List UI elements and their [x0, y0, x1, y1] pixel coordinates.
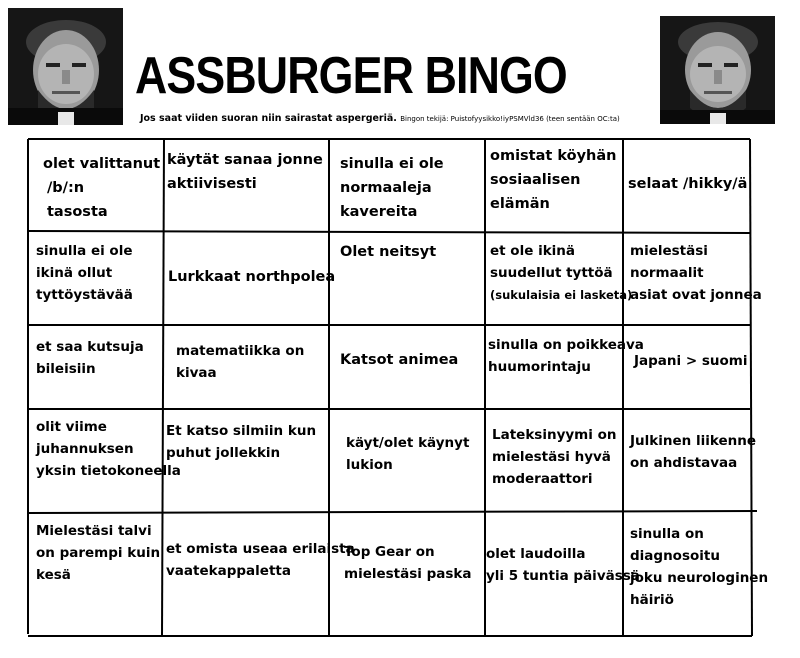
bingo-cell-line: Top Gear on	[344, 544, 435, 560]
bingo-cell-line: ikinä ollut	[36, 265, 113, 281]
bingo-cell	[492, 424, 616, 490]
bingo-cell-line: kivaa	[176, 365, 217, 381]
bingo-cell	[167, 148, 323, 196]
bingo-cell-line: vaatekappaletta	[166, 563, 291, 579]
bingo-cell	[176, 340, 304, 384]
bingo-cell	[36, 336, 144, 380]
bingo-cell-line: selaat /hikky/ä	[628, 176, 748, 192]
bingo-cell-line: sinulla on poikkeava	[488, 337, 644, 353]
bingo-cell-line: sinulla ei ole	[36, 243, 133, 259]
subtitle-text: Jos saat viiden suoran niin sairastat aspergeriä.	[140, 113, 397, 124]
bingo-cell	[488, 334, 644, 378]
bingo-cell-line: Lateksinyymi on	[492, 427, 617, 443]
bingo-cell-line: on ahdistavaa	[630, 455, 738, 471]
bingo-cell-line: on parempi kuin	[36, 545, 161, 561]
bingo-cell	[486, 543, 640, 587]
bingo-cell-line: et ole ikinä	[490, 243, 576, 259]
bingo-cell-line: et omista useaa erilaista	[166, 541, 355, 557]
bingo-cell-line: lukion	[346, 457, 393, 473]
bingo-cell-line: mielestäsi paska	[344, 566, 472, 582]
bingo-cell	[36, 520, 160, 586]
bingo-cell	[340, 240, 436, 264]
bingo-cell-line: joku neurologinen	[630, 570, 769, 586]
bingo-cell-line: normaaleja	[340, 180, 432, 196]
bingo-cell-line: Mielestäsi talvi	[36, 523, 152, 539]
bingo-cell-line: sinulla on	[630, 526, 704, 542]
bingo-cell-line: Et katso silmiin kun	[166, 423, 317, 439]
bingo-cell-line: Lurkkaat northpolea	[168, 269, 336, 285]
bingo-cell-line: tyttöystävää	[36, 287, 133, 303]
bingo-cell-line: bileisiin	[36, 361, 96, 377]
bingo-cell-line: elämän	[490, 196, 550, 212]
bingo-cell	[628, 172, 747, 196]
bingo-cell-line: kavereita	[340, 204, 418, 220]
bingo-cell	[168, 265, 335, 289]
bingo-cell	[340, 348, 458, 372]
page-title: ASSBURGER BINGO	[135, 47, 567, 105]
bingo-cell-line: häiriö	[630, 592, 674, 608]
bingo-cell	[490, 240, 632, 306]
bingo-cell-line: mielestäsi hyvä	[492, 449, 611, 465]
bingo-cell-line: Katsot animea	[340, 352, 459, 368]
bingo-cell-line: omistat köyhän	[490, 148, 617, 164]
bingo-cell-line: sosiaalisen	[490, 172, 581, 188]
bingo-cell-line: Olet neitsyt	[340, 244, 437, 260]
bingo-cell-line: sinulla ei ole	[340, 156, 444, 172]
bingo-cell-line: /b/:n	[47, 180, 85, 196]
bingo-cell	[340, 152, 444, 224]
bingo-cell	[36, 416, 181, 482]
bingo-cell-line: kesä	[36, 567, 71, 583]
bingo-cell-line: normaalit	[630, 265, 704, 281]
bingo-cell	[43, 152, 160, 224]
bingo-cell-line: yksin tietokoneella	[36, 463, 181, 479]
bingo-cell-line: suudellut tyttöä	[490, 265, 613, 281]
bingo-cell-line: (sukulaisia ei lasketa)	[490, 288, 633, 302]
bingo-cell	[630, 523, 768, 611]
bingo-cell	[166, 538, 355, 582]
bingo-cell	[36, 240, 133, 306]
bingo-cell-line: et saa kutsuja	[36, 339, 144, 355]
bingo-cell-line: tasosta	[47, 204, 108, 220]
bingo-cell-line: olet valittanut	[43, 156, 161, 172]
bingo-cell-line: mielestäsi	[630, 243, 708, 259]
bingo-cell-line: käytät sanaa jonne	[167, 152, 323, 168]
bingo-cell-line: käyt/olet käynyt	[346, 435, 470, 451]
bingo-cell-line: aktiivisesti	[167, 176, 257, 192]
bingo-cell-line: yli 5 tuntia päivässä	[486, 568, 640, 584]
bingo-cell-line: Julkinen liikenne	[630, 433, 756, 449]
bingo-cell-line: asiat ovat jonnea	[630, 287, 762, 303]
bingo-cell-line: diagnosoitu	[630, 548, 720, 564]
bingo-cell	[166, 420, 316, 464]
bingo-cell	[634, 350, 747, 372]
bingo-cell	[344, 541, 472, 585]
bingo-cell	[630, 240, 762, 306]
bingo-cell-line: moderaattori	[492, 471, 593, 487]
author-credit: Bingon tekijä: Puistofyysikko!iyPSMVld36 (teen sentään OC:ta)	[400, 115, 620, 123]
bingo-cell-line: olit viime	[36, 419, 107, 435]
bingo-cell	[490, 144, 616, 216]
bingo-cell-line: puhut jollekkin	[166, 445, 281, 461]
bingo-cell	[346, 432, 469, 476]
bingo-cell-line: olet laudoilla	[486, 546, 586, 562]
bingo-cell-line: juhannuksen	[36, 441, 134, 457]
bingo-cell-line: Japani > suomi	[634, 353, 748, 369]
bingo-cell-line: huumorintaju	[488, 359, 591, 375]
bingo-cell-line: matematiikka on	[176, 343, 305, 359]
bingo-cell	[630, 430, 756, 474]
